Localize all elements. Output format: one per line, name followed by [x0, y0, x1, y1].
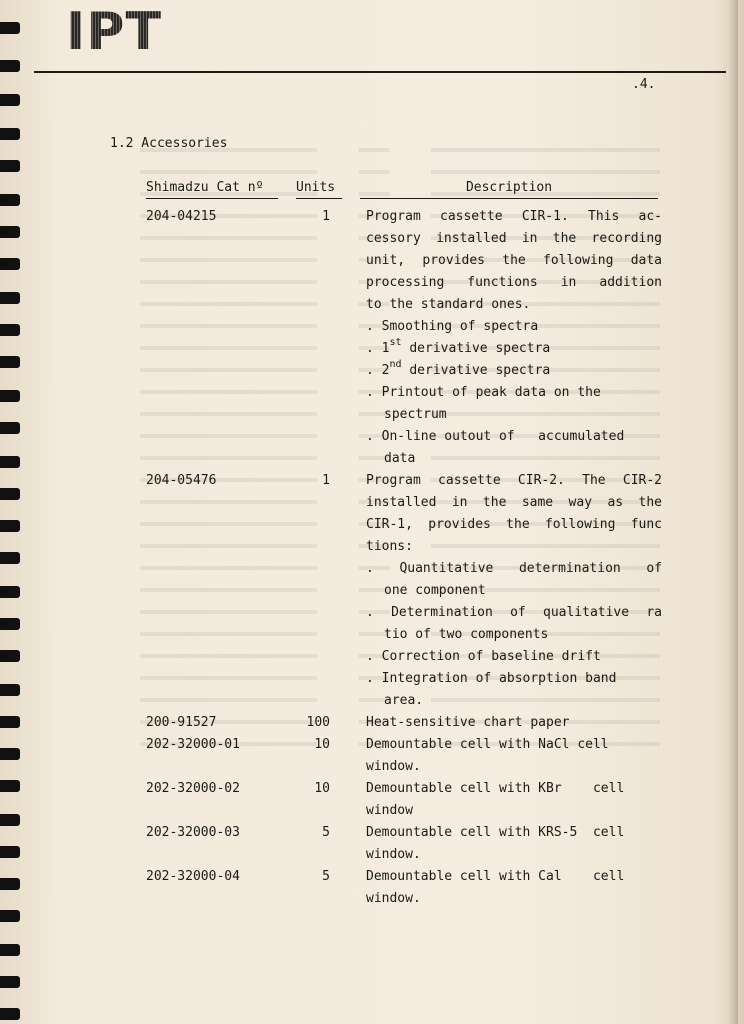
bullet-text: derivative spectra	[409, 341, 551, 356]
units-value: 5	[322, 825, 330, 840]
description-line: cessory installed in the recording	[366, 231, 662, 246]
description-line: Heat-sensitive chart paper	[366, 715, 570, 730]
page-number: .4.	[632, 77, 656, 92]
description-bullet: . Printout of peak data on the	[366, 385, 601, 400]
table-row	[0, 734, 744, 778]
cat-number: 204-04215	[146, 209, 217, 224]
binding-ring	[0, 60, 20, 72]
description-line: window.	[366, 891, 421, 906]
binding-ring	[0, 94, 20, 106]
superscript: st	[389, 336, 402, 348]
binding-ring	[0, 976, 20, 988]
ipt-logo: IPT	[66, 2, 162, 62]
units-value: 100	[306, 715, 330, 730]
description-line: CIR-1, provides the following func	[366, 517, 662, 532]
accessories-table	[0, 206, 744, 910]
description-line: window.	[366, 759, 421, 774]
description-line: unit, provides the following data	[366, 253, 662, 268]
binding-ring	[0, 128, 20, 140]
units-value: 10	[314, 781, 330, 796]
description-line: Demountable cell with KRS-5 cell	[366, 825, 625, 840]
column-header-cat: Shimadzu Cat nº	[146, 178, 278, 199]
description	[366, 866, 662, 910]
description-bullet: . Quantitative determination of	[366, 561, 662, 576]
description	[366, 206, 662, 470]
binding-ring	[0, 160, 20, 172]
description	[366, 778, 662, 822]
superscript: nd	[389, 358, 402, 370]
description	[366, 822, 662, 866]
table-row	[0, 712, 744, 734]
table-row	[0, 470, 744, 712]
description-line: Demountable cell with NaCl cell	[366, 737, 609, 752]
bullet-prefix: . 2	[366, 363, 390, 378]
cat-number: 202-32000-02	[146, 781, 240, 796]
description-line: one component	[384, 583, 486, 598]
description-bullet	[366, 360, 662, 382]
description-line: processing functions in addition	[366, 275, 662, 290]
units-value: 1	[322, 209, 330, 224]
description	[366, 470, 662, 712]
description-bullet: . Smoothing of spectra	[366, 319, 539, 334]
description-line: Program cassette CIR-1. This ac-	[366, 209, 662, 224]
description	[366, 712, 662, 734]
description-line: window.	[366, 847, 421, 862]
units-value: 5	[322, 869, 330, 884]
cat-number: 204-05476	[146, 473, 217, 488]
column-header-description: Description	[360, 178, 658, 199]
description-line: to the standard ones.	[366, 297, 531, 312]
binding-ring	[0, 22, 20, 34]
description-line: Demountable cell with KBr cell	[366, 781, 625, 796]
bullet-prefix: . 1	[366, 341, 390, 356]
description-bullet: . On-line outout of accumulated	[366, 429, 625, 444]
cat-number: 200-91527	[146, 715, 217, 730]
description-line: area.	[384, 693, 424, 708]
cat-number: 202-32000-04	[146, 869, 240, 884]
table-row	[0, 778, 744, 822]
description-line: window	[366, 803, 413, 818]
description-line: spectrum	[384, 407, 447, 422]
description-bullet: . Integration of absorption band	[366, 671, 617, 686]
column-header-units: Units	[296, 178, 342, 199]
units-value: 1	[322, 473, 330, 488]
description-line: data	[384, 451, 416, 466]
table-row	[0, 206, 744, 470]
binding-ring	[0, 910, 20, 922]
binding-ring	[0, 194, 20, 206]
description-line: tio of two components	[384, 627, 549, 642]
description-line: tions:	[366, 539, 413, 554]
units-value: 10	[314, 737, 330, 752]
description-line: installed in the same way as the	[366, 495, 662, 510]
description-line: Program cassette CIR-2. The CIR-2	[366, 473, 662, 488]
cat-number: 202-32000-01	[146, 737, 240, 752]
header-rule	[34, 71, 726, 73]
section-title: 1.2 Accessories	[110, 136, 228, 151]
table-row	[0, 822, 744, 866]
binding-ring	[0, 1008, 20, 1020]
description-bullet: . Determination of qualitative ra	[366, 605, 662, 620]
description	[366, 734, 662, 778]
table-row	[0, 866, 744, 910]
bullet-text: derivative spectra	[409, 363, 551, 378]
description-line: Demountable cell with Cal cell	[366, 869, 625, 884]
binding-ring	[0, 944, 20, 956]
description-bullet	[366, 338, 662, 360]
cat-number: 202-32000-03	[146, 825, 240, 840]
description-bullet: . Correction of baseline drift	[366, 649, 601, 664]
